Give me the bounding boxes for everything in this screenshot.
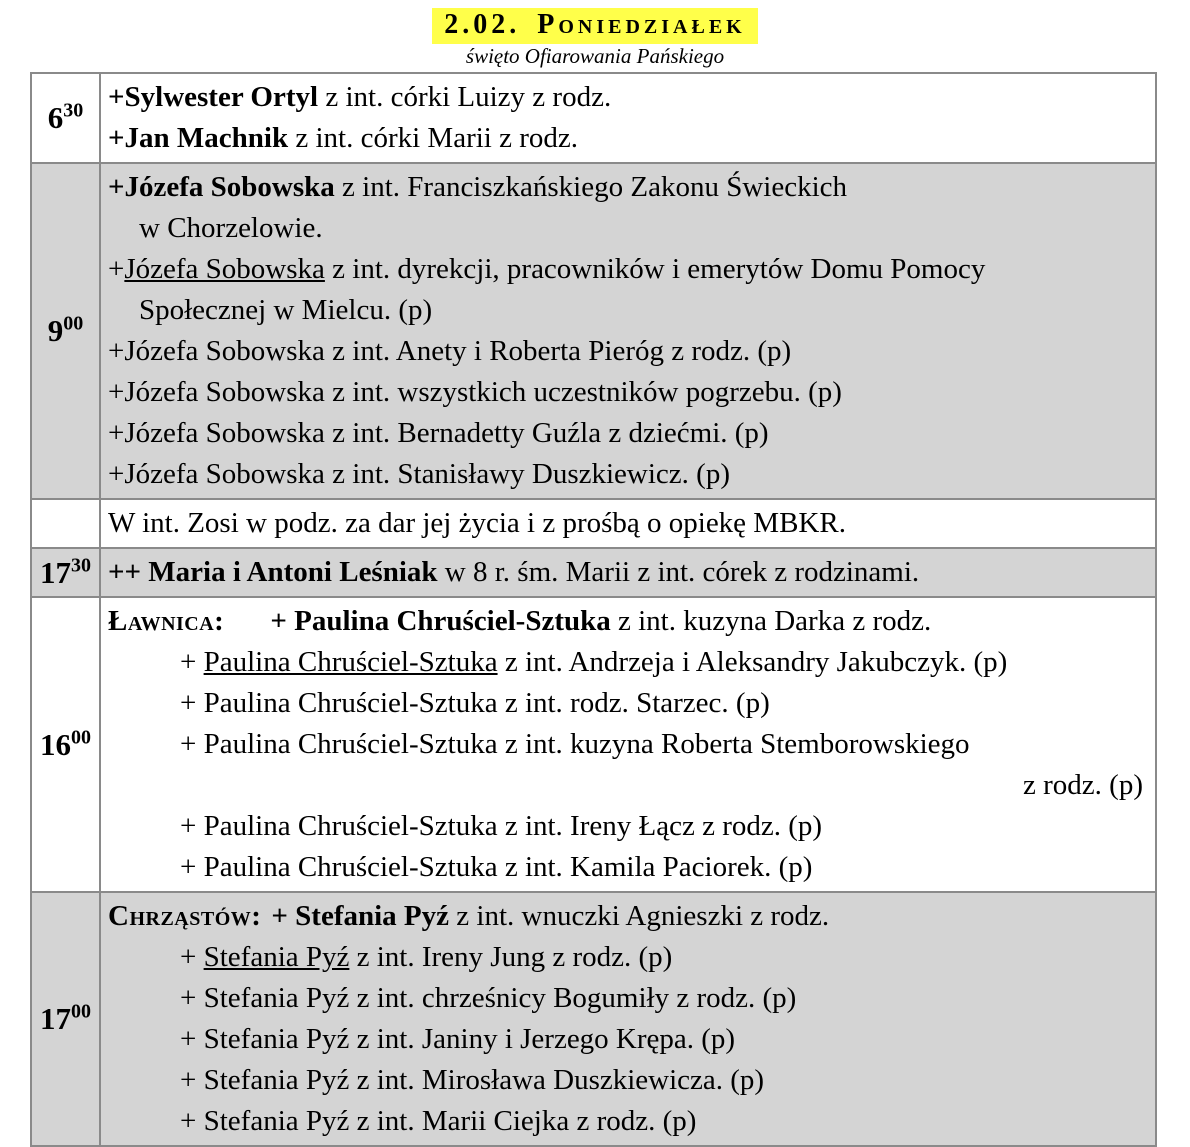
intention-text-segment: Ławnica: [108,605,225,637]
intention-line [108,601,1151,642]
intention-text-segment: + Stefania Pyź z int. Mirosława Duszkiewicza. (p) [180,1064,765,1096]
time-hour: 9 [47,313,64,348]
intention-line [108,896,1151,937]
intentions-cell [100,163,1156,499]
intention-text-segment: z int. córki Luizy z rodz. [318,81,612,113]
intention-text-segment: +Jan Machnik [108,122,289,154]
intention-text-segment: + [108,253,125,285]
intention-line [108,642,1151,683]
time-hour: 16 [40,726,71,762]
intention-text-segment: + Paulina Chruściel-Sztuka z int. Kamila Paciorek. (p) [180,851,813,883]
intentions-cell [100,73,1156,163]
intention-text-segment: + Stefania Pyź z int. Marii Ciejka z rodz. (p) [180,1105,697,1137]
intention-line [108,937,1151,978]
intentions-cell [100,548,1156,597]
intention-text-segment: + Stefania Pyź z int. Janiny i Jerzego Krępa. (p) [180,1023,736,1055]
intention-text-segment: + Stefania Pyź z int. chrześnicy Bogumiły z rodz. (p) [180,982,797,1014]
intention-text-segment: +Sylwester Ortyl [108,81,319,113]
time-cell [31,548,100,597]
time-cell [31,597,100,892]
time-cell [31,892,100,1146]
intention-text-segment: + Paulina Chruściel-Sztuka [270,605,611,637]
intention-line [108,1101,1151,1142]
intention-text-segment: +Józefa Sobowska z int. Anety i Roberta Pieróg z rodz. (p) [108,335,792,367]
intention-text-segment: + [180,941,204,973]
time-minutes: 30 [63,99,84,122]
intention-text-segment: + Paulina Chruściel-Sztuka z int. kuzyna Roberta Stemborowskiego [180,728,970,760]
intention-line [108,454,1151,495]
time-hour: 6 [47,100,64,135]
schedule-row [31,163,1156,499]
intention-line [108,552,1151,593]
intention-text-segment: +Józefa Sobowska z int. Stanisławy Duszkiewicz. (p) [108,458,730,490]
intention-text-segment: + Paulina Chruściel-Sztuka z int. Ireny Łącz z rodz. (p) [180,810,823,842]
intention-text-segment: z int. dyrekcji, pracowników i emerytów Domu Pomocy [324,253,986,285]
intention-text-segment: z int. Franciszkańskiego Zakonu Świeckich [334,171,847,203]
intention-text-segment: z int. kuzyna Darka z rodz. [610,605,932,637]
schedule-row [31,597,1156,892]
intention-line [108,503,1151,544]
intention-text-segment: Chrząstów: [108,900,262,932]
intention-line [108,978,1151,1019]
intention-text-segment: + Stefania Pyź [271,900,450,932]
time-hour: 17 [40,1001,71,1036]
time-cell [31,73,100,163]
schedule-row [31,73,1156,163]
intention-line [108,167,1151,208]
page-subtitle: święto Ofiarowania Pańskiego [465,44,725,68]
intention-text-segment: W int. Zosi w podz. za dar jej życia i z prośbą o opiekę MBKR. [108,507,846,539]
intention-text-segment: Paulina Chruściel-Sztuka [203,646,498,678]
intention-text-segment: w 8 r. śm. Marii z int. córek z rodzinami. [437,556,920,588]
schedule-row [31,892,1156,1146]
intention-line [108,683,1151,724]
intentions-cell [100,597,1156,892]
intention-text-segment: w Chorzelowie. [139,212,323,244]
intention-line [108,118,1151,159]
schedule-row [31,499,1156,548]
intention-text-segment: z rodz. (p) [1023,769,1143,801]
intention-line [108,765,1151,806]
intention-text-segment: +Józefa Sobowska z int. wszystkich uczestników pogrzebu. (p) [108,376,842,408]
time-hour: 17 [40,554,71,590]
time-minutes: 00 [71,726,91,749]
intention-line [108,1019,1151,1060]
time-minutes: 30 [71,554,91,577]
mass-intentions-table-body [31,73,1156,1146]
intention-line [108,77,1151,118]
page-header [0,0,1190,68]
intention-text-segment: z int. wnuczki Agnieszki z rodz. [449,900,830,932]
intention-text-segment: Społecznej w Mielcu. (p) [139,294,433,326]
intention-line [108,847,1151,888]
intentions-cell [100,892,1156,1146]
intention-text-segment: +Józefa Sobowska z int. Bernadetty Guźla z dziećmi. (p) [108,417,769,449]
intention-text-segment: z int. Andrzeja i Aleksandry Jakubczyk. (p) [497,646,1008,678]
intention-line [108,806,1151,847]
intention-text-segment: z int. córki Marii z rodz. [288,122,578,154]
intention-line [108,372,1151,413]
intentions-cell [100,499,1156,548]
intention-line [108,1060,1151,1101]
intention-text-segment: Józefa Sobowska [124,253,325,285]
time-cell [31,163,100,499]
intention-text-segment: + Paulina Chruściel-Sztuka z int. rodz. Starzec. (p) [180,687,770,719]
intention-text-segment: Stefania Pyź [203,941,350,973]
time-minutes: 00 [63,312,84,335]
intention-line [108,724,1151,765]
intention-text-segment: ++ Maria i Antoni Leśniak [108,556,438,588]
intention-text-segment: + [180,646,204,678]
page-title: 2.02. Poniedziałek [432,8,757,44]
intention-line [108,290,1151,331]
time-minutes: 00 [71,1000,91,1023]
intention-line [108,331,1151,372]
time-cell [31,499,100,548]
mass-intentions-table [30,72,1157,1147]
intention-text-segment: z int. Ireny Jung z rodz. (p) [349,941,673,973]
intention-line [108,249,1151,290]
schedule-row [31,548,1156,597]
intention-text-segment: +Józefa Sobowska [108,171,335,203]
intention-line [108,208,1151,249]
intention-line [108,413,1151,454]
